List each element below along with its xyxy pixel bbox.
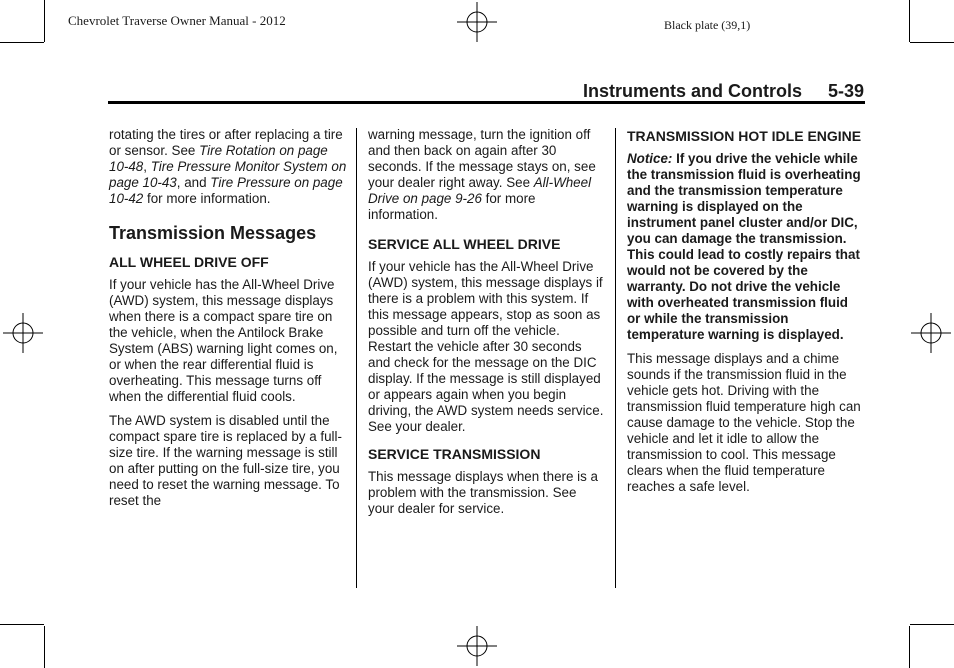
- body-paragraph: The AWD system is disabled until the compact spare tire is replaced by a full-size tire. If the warning message is still on after putting on the full-size tire, you need to reset the warning message. To reset the: [109, 413, 342, 508]
- body-paragraph: This message displays when there is a problem with the transmission. See your dealer for service.: [368, 469, 598, 516]
- column-2: [368, 127, 604, 525]
- body-paragraph: warning message, turn the ignition off and then back on again after 30 seconds. If the message stays on, see your dealer right away. See All-Wheel Drive on page 9-26 for more information.: [368, 127, 596, 222]
- section-title: Instruments and Controls: [582, 81, 802, 101]
- crop-mark: [910, 624, 954, 625]
- body-paragraph: This message displays and a chime sounds if the transmission fluid in the vehicle gets hot. Driving with the transmission fluid temperature high can cause damage to the vehicle. Stop the vehicle and let it idle to allow the transmission to cool. This message clears when the fluid temperature reaches a safe level.: [627, 351, 861, 494]
- cross-reference-link[interactable]: All-Wheel Drive on page 9-26: [368, 175, 592, 206]
- cross-reference-link[interactable]: Tire Rotation on page 10-48: [109, 143, 328, 174]
- registration-mark-icon: [457, 626, 497, 666]
- intro-paragraph: rotating the tires or after replacing a tire or sensor. See Tire Rotation on page 10-48, Tire Pressure Monitor System on page 10-43, and Tire Pressure on page 10-42 for more information.: [109, 127, 347, 206]
- registration-mark-icon: [911, 313, 951, 353]
- column-divider: [356, 128, 357, 588]
- notice-paragraph: Notice: If you drive the vehicle while the transmission fluid is overheating and the transmission temperature warning is displayed on the instrument panel cluster and/or DIC, you can damage the transmission. This could lead to costly repairs that would not be covered by the warranty. Do not drive the vehicle with overheated transmission fluid or while the transmission temperature warning is displayed.: [627, 151, 861, 342]
- cross-reference-link[interactable]: Tire Pressure on page 10-42: [109, 175, 343, 206]
- section-heading: Transmission Messages: [109, 223, 317, 243]
- page-number: 5-39: [827, 81, 864, 101]
- crop-mark: [0, 624, 44, 625]
- column-divider: [615, 128, 616, 588]
- registration-mark-icon: [457, 2, 497, 42]
- crop-mark: [0, 42, 44, 43]
- crop-mark: [44, 0, 45, 42]
- subsection-heading: TRANSMISSION HOT IDLE ENGINE: [627, 128, 862, 144]
- header-rule: [108, 101, 865, 104]
- manual-title: Chevrolet Traverse Owner Manual - 2012: [68, 13, 286, 28]
- section-header: [560, 81, 864, 102]
- plate-label: Black plate (39,1): [664, 18, 751, 32]
- body-paragraph: If your vehicle has the All-Wheel Drive (AWD) system, this message displays if there is a problem with this system. If this message appears, stop as soon as possible and turn off the vehicle. Restart the vehicle after 30 seconds and check for the message on the DIC display. If the message is still displayed or appears again when you begin driving, the AWD system needs service. See your dealer.: [368, 259, 604, 434]
- crop-mark: [909, 0, 910, 42]
- crop-mark: [44, 626, 45, 668]
- body-paragraph: If your vehicle has the All-Wheel Drive (AWD) system, this message displays when there is a compact spare tire on the vehicle, when the Antilock Brake System (ABS) warning light comes on, or when the rear differential fluid is overheating. This message turns off when the differential fluid cools.: [109, 277, 338, 404]
- registration-mark-icon: [3, 313, 43, 353]
- subsection-heading: SERVICE TRANSMISSION: [368, 446, 541, 462]
- crop-mark: [909, 626, 910, 668]
- subsection-heading: SERVICE ALL WHEEL DRIVE: [368, 236, 561, 252]
- crop-mark: [910, 42, 954, 43]
- column-3: [627, 127, 865, 503]
- subsection-heading: ALL WHEEL DRIVE OFF: [109, 254, 269, 270]
- column-1: [109, 127, 349, 517]
- notice-label: Notice:: [627, 151, 673, 166]
- cross-reference-link[interactable]: Tire Pressure Monitor System on page 10-43: [109, 159, 347, 190]
